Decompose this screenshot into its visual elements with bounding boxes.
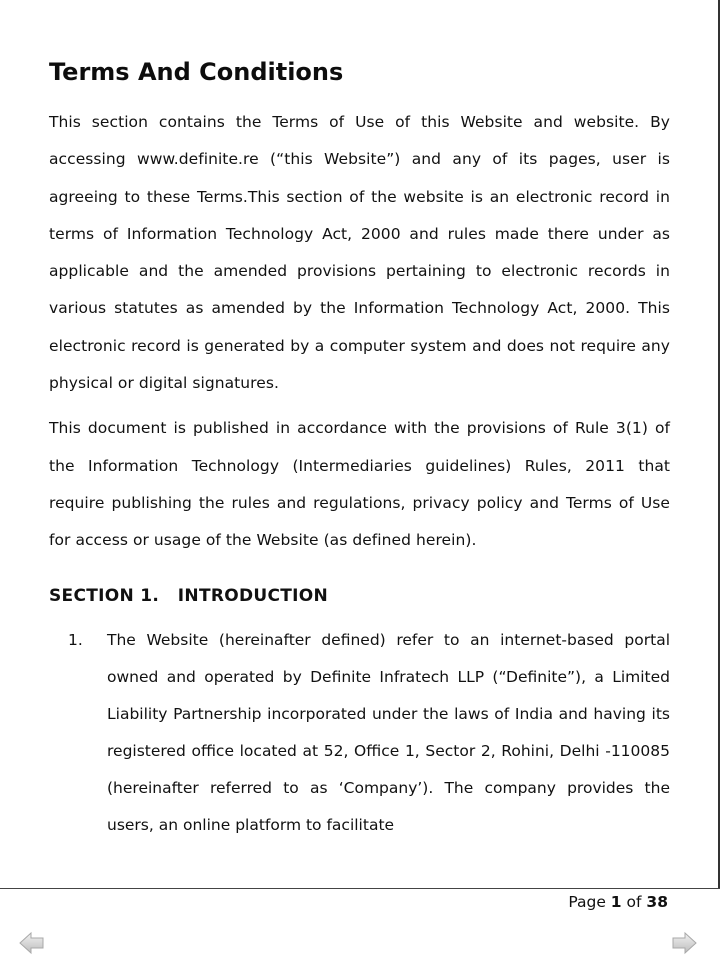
page-label: Page	[568, 893, 606, 911]
paragraph: This section contains the Terms of Use of this Website and website. By accessing www.definite.re (“this Website”) and any of its pages, user is agreeing to these Terms.This section of the website is an electronic record in terms of Information Technology Act, 2000 and rules made there under as applicable and the amended provisions pertaining to electronic records in various statutes as amended by the Information Technology Act, 2000. This electronic record is generated by a computer system and does not require any physical or digital signatures.	[49, 113, 670, 393]
document-title: Terms And Conditions	[49, 58, 344, 86]
section-heading: SECTION 1. INTRODUCTION	[49, 585, 329, 606]
arrow-left-icon	[19, 930, 45, 956]
total-pages-number: 38	[646, 893, 668, 911]
list-item-number: 1.	[68, 630, 83, 649]
footer-divider	[0, 888, 720, 889]
current-page-number: 1	[610, 893, 622, 911]
page-indicator	[568, 890, 668, 914]
paragraph: This document is published in accordance with the provisions of Rule 3(1) of the Information Technology (Intermediaries guidelines) Rules, 2011 that require publishing the rules and regulations, privacy policy and Terms of Use for access or usage of the Website (as defined herein).	[49, 419, 670, 550]
next-page-button[interactable]	[671, 930, 697, 956]
list-item	[49, 622, 670, 844]
page-of-label: of	[626, 893, 642, 911]
document-page	[49, 52, 670, 844]
list-item-text: The Website (hereinafter defined) refer to an internet-based portal owned and operated by Definite Infratech LLP (“Definite”), a Limited Liability Partnership incorporated under the laws of India and having its registered office located at 52, Office 1, Sector 2, Rohini, Delhi -110085 (hereinafter referred to as ‘Company’). The company provides the users, an online platform to facilitate	[107, 630, 670, 834]
arrow-right-icon	[671, 930, 697, 956]
previous-page-button[interactable]	[19, 930, 45, 956]
